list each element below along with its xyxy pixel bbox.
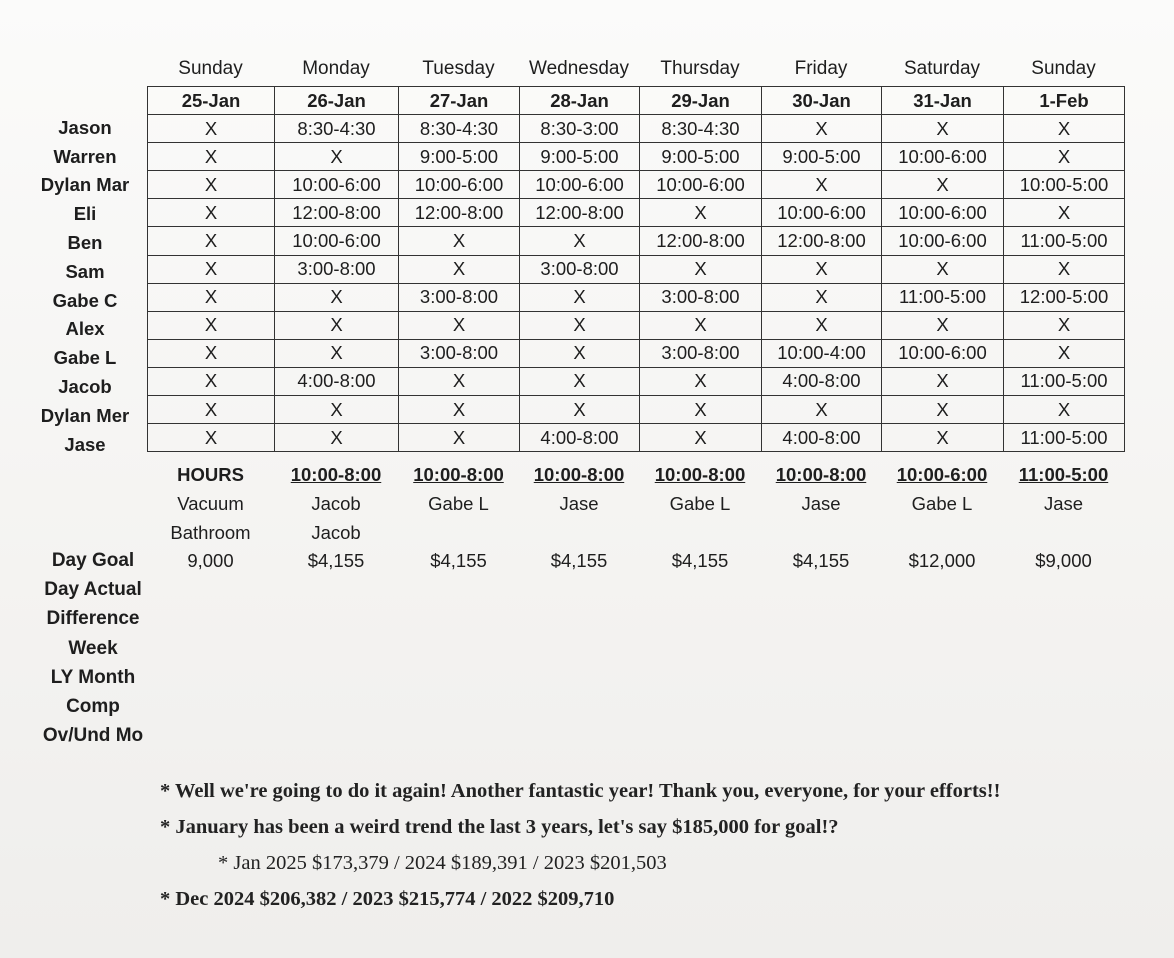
shift-cell: 9:00-5:00 — [640, 143, 762, 171]
employee-name: Ben — [67, 232, 103, 253]
shift-cell: 12:00-8:00 — [520, 199, 640, 227]
shift-cell: X — [640, 311, 762, 339]
shift-cell: X — [640, 199, 762, 227]
metric-label: Ov/Und Mo — [42, 725, 144, 747]
shift-cell: X — [1004, 339, 1125, 367]
shift-cell: 3:00-8:00 — [399, 283, 520, 311]
shift-cell: X — [1004, 311, 1125, 339]
shift-cell: X — [399, 255, 520, 283]
shift-cell: 10:00-6:00 — [882, 199, 1004, 227]
day-name-1: Monday — [302, 58, 370, 79]
vacuum-cell: Jacob — [311, 493, 361, 514]
shift-cell: 4:00-8:00 — [520, 424, 640, 452]
shift-cell: X — [275, 396, 399, 424]
day-name-2: Tuesday — [422, 58, 495, 79]
shift-cell: X — [148, 339, 275, 367]
shift-cell: X — [882, 311, 1004, 339]
shift-cell: 3:00-8:00 — [520, 255, 640, 283]
hours-cell: HOURS — [177, 464, 244, 485]
vacuum-cell: Jase — [801, 493, 841, 514]
shift-cell: X — [640, 424, 762, 452]
metric-label: Difference — [46, 608, 140, 630]
shift-cell: 11:00-5:00 — [1004, 424, 1125, 452]
day-name-6: Saturday — [903, 58, 981, 79]
day-goal-cell: $4,155 — [792, 550, 850, 571]
shift-cell: 8:30-4:30 — [399, 115, 520, 143]
shift-cell: X — [762, 115, 882, 143]
shift-cell: 12:00-8:00 — [762, 227, 882, 255]
shift-cell: X — [520, 227, 640, 255]
shift-cell: 10:00-6:00 — [275, 171, 399, 199]
shift-cell: X — [148, 143, 275, 171]
shift-cell: 10:00-6:00 — [882, 143, 1004, 171]
note-line-2: * January has been a weird trend the last 3 years, let's say $185,000 for goal!? — [160, 816, 839, 838]
shift-cell: X — [520, 283, 640, 311]
shift-cell: X — [148, 396, 275, 424]
shift-cell: X — [275, 143, 399, 171]
shift-cell: 10:00-6:00 — [882, 227, 1004, 255]
shift-cell: 3:00-8:00 — [640, 339, 762, 367]
shift-cell: X — [1004, 396, 1125, 424]
date-cell: 31-Jan — [882, 87, 1004, 115]
employee-name: Warren — [53, 145, 117, 167]
date-cell: 26-Jan — [275, 87, 399, 115]
shift-cell: X — [762, 396, 882, 424]
day-goal-cell: $9,000 — [1035, 550, 1092, 571]
vacuum-cell: Jase — [1043, 493, 1084, 514]
shift-cell: X — [640, 255, 762, 283]
shift-cell: X — [399, 227, 520, 255]
employee-name: Sam — [65, 260, 105, 282]
shift-cell: 9:00-5:00 — [762, 143, 882, 171]
shift-cell: X — [882, 115, 1004, 143]
shift-cell: 10:00-5:00 — [1004, 171, 1125, 199]
shift-cell: 11:00-5:00 — [1004, 367, 1125, 395]
schedule-row — [148, 199, 1125, 227]
hours-cell: 10:00-8:00 — [654, 464, 746, 485]
hours-cell: 10:00-8:00 — [775, 464, 867, 485]
shift-cell: X — [520, 396, 640, 424]
shift-cell: X — [148, 283, 275, 311]
vacuum-cell: Gabe L — [669, 493, 731, 514]
date-cell: 25-Jan — [148, 87, 275, 115]
shift-cell: 9:00-5:00 — [399, 143, 520, 171]
shift-cell: 8:30-3:00 — [520, 115, 640, 143]
day-goal-cell: $4,155 — [430, 550, 487, 571]
shift-cell: X — [1004, 255, 1125, 283]
shift-cell: X — [762, 171, 882, 199]
shift-cell: X — [762, 255, 882, 283]
shift-cell: 11:00-5:00 — [1004, 227, 1125, 255]
shift-cell: X — [882, 171, 1004, 199]
shift-cell: X — [882, 396, 1004, 424]
date-cell: 28-Jan — [520, 87, 640, 115]
schedule-row — [148, 396, 1125, 424]
shift-cell: X — [762, 311, 882, 339]
shift-cell: 12:00-8:00 — [640, 227, 762, 255]
shift-cell: X — [1004, 115, 1125, 143]
day-name-7: Sunday — [1031, 58, 1096, 79]
day-goal-cell: $4,155 — [550, 550, 608, 571]
vacuum-cell: Jase — [559, 493, 599, 514]
day-goal-cell: 9,000 — [187, 550, 234, 571]
metric-label: Comp — [66, 696, 120, 717]
shift-cell: 3:00-8:00 — [399, 339, 520, 367]
day-name-0: Sunday — [178, 58, 243, 79]
shift-cell: 4:00-8:00 — [762, 367, 882, 395]
employee-name: Gabe L — [53, 347, 117, 369]
day-goal-cell: $12,000 — [908, 550, 976, 571]
schedule-row — [148, 227, 1125, 255]
day-name-3: Wednesday — [529, 58, 629, 79]
hours-cell: 11:00-5:00 — [1018, 464, 1109, 485]
shift-cell: 10:00-4:00 — [762, 339, 882, 367]
bathroom-cell: Bathroom — [170, 522, 251, 543]
shift-cell: X — [882, 367, 1004, 395]
shift-cell: X — [399, 396, 520, 424]
shift-cell: 8:30-4:30 — [275, 115, 399, 143]
vacuum-cell: Vacuum — [177, 493, 244, 514]
employee-name: Alex — [65, 318, 105, 340]
shift-cell: 8:30-4:30 — [640, 115, 762, 143]
shift-cell: X — [399, 367, 520, 395]
schedule-row — [148, 255, 1125, 283]
note-line-3: * Jan 2025 $173,379 / 2024 $189,391 / 2023 $201,503 — [218, 852, 667, 874]
metric-label: LY Month — [50, 666, 136, 688]
shift-cell: X — [399, 311, 520, 339]
day-goal-cell: $4,155 — [671, 550, 729, 571]
metric-label: Day Actual — [44, 579, 142, 601]
metric-label: Week — [68, 637, 118, 659]
hours-cell: 10:00-8:00 — [290, 464, 382, 485]
employee-name: Dylan Mer — [40, 404, 130, 426]
shift-cell: X — [882, 424, 1004, 452]
shift-cell: 12:00-8:00 — [275, 199, 399, 227]
schedule-row — [148, 143, 1125, 171]
shift-cell: 12:00-5:00 — [1004, 283, 1125, 311]
shift-cell: X — [148, 115, 275, 143]
date-cell: 29-Jan — [640, 87, 762, 115]
shift-cell: X — [399, 424, 520, 452]
shift-cell: 10:00-6:00 — [275, 227, 399, 255]
employee-name: Gabe C — [52, 289, 118, 311]
shift-cell: 10:00-6:00 — [520, 171, 640, 199]
shift-cell: X — [275, 283, 399, 311]
employee-name: Jase — [64, 433, 106, 455]
note-line-1: * Well we're going to do it again! Another fantastic year! Thank you, everyone, for your efforts!! — [160, 780, 1001, 802]
shift-cell: X — [148, 255, 275, 283]
shift-cell: 3:00-8:00 — [640, 283, 762, 311]
schedule-row — [148, 171, 1125, 199]
shift-cell: X — [640, 396, 762, 424]
shift-cell: X — [882, 255, 1004, 283]
shift-cell: X — [275, 339, 399, 367]
employee-name: Jacob — [58, 376, 112, 397]
schedule-row — [148, 115, 1125, 143]
day-name-4: Thursday — [660, 58, 740, 79]
shift-cell: 10:00-6:00 — [399, 171, 520, 199]
shift-cell: 11:00-5:00 — [882, 283, 1004, 311]
metric-label: Day Goal — [51, 550, 135, 571]
date-cell: 1-Feb — [1004, 87, 1125, 115]
shift-cell: 10:00-6:00 — [640, 171, 762, 199]
shift-cell: 9:00-5:00 — [520, 143, 640, 171]
schedule-row — [148, 283, 1125, 311]
schedule-row — [148, 367, 1125, 395]
day-goal-cell: $4,155 — [307, 550, 365, 571]
date-cell: 30-Jan — [762, 87, 882, 115]
date-row — [148, 87, 1125, 115]
schedule-table — [147, 86, 1125, 452]
shift-cell: X — [148, 171, 275, 199]
employee-name: Dylan Mar — [40, 174, 130, 196]
shift-cell: X — [520, 367, 640, 395]
day-name-5: Friday — [794, 58, 848, 79]
shift-cell: X — [640, 367, 762, 395]
shift-cell: 4:00-8:00 — [762, 424, 882, 452]
hours-cell: 10:00-6:00 — [896, 464, 988, 485]
shift-cell: 12:00-8:00 — [399, 199, 520, 227]
shift-cell: 4:00-8:00 — [275, 367, 399, 395]
vacuum-cell: Gabe L — [428, 493, 489, 514]
hours-cell: 10:00-8:00 — [533, 464, 625, 485]
vacuum-cell: Gabe L — [911, 493, 973, 514]
shift-cell: X — [275, 311, 399, 339]
shift-cell: X — [520, 339, 640, 367]
bathroom-cell: Jacob — [311, 522, 361, 543]
employee-name: Eli — [73, 203, 97, 225]
shift-cell: X — [762, 283, 882, 311]
shift-cell: X — [275, 424, 399, 452]
note-line-4: * Dec 2024 $206,382 / 2023 $215,774 / 2022 $209,710 — [160, 888, 615, 910]
shift-cell: X — [1004, 143, 1125, 171]
shift-cell: 3:00-8:00 — [275, 255, 399, 283]
shift-cell: 10:00-6:00 — [882, 339, 1004, 367]
shift-cell: 10:00-6:00 — [762, 199, 882, 227]
schedule-row — [148, 424, 1125, 452]
employee-name: Jason — [58, 116, 112, 138]
shift-cell: X — [1004, 199, 1125, 227]
shift-cell: X — [148, 424, 275, 452]
shift-cell: X — [148, 199, 275, 227]
schedule-row — [148, 311, 1125, 339]
shift-cell: X — [148, 311, 275, 339]
shift-cell: X — [520, 311, 640, 339]
schedule-row — [148, 339, 1125, 367]
shift-cell: X — [148, 367, 275, 395]
date-cell: 27-Jan — [399, 87, 520, 115]
hours-cell: 10:00-8:00 — [413, 464, 504, 485]
shift-cell: X — [148, 227, 275, 255]
